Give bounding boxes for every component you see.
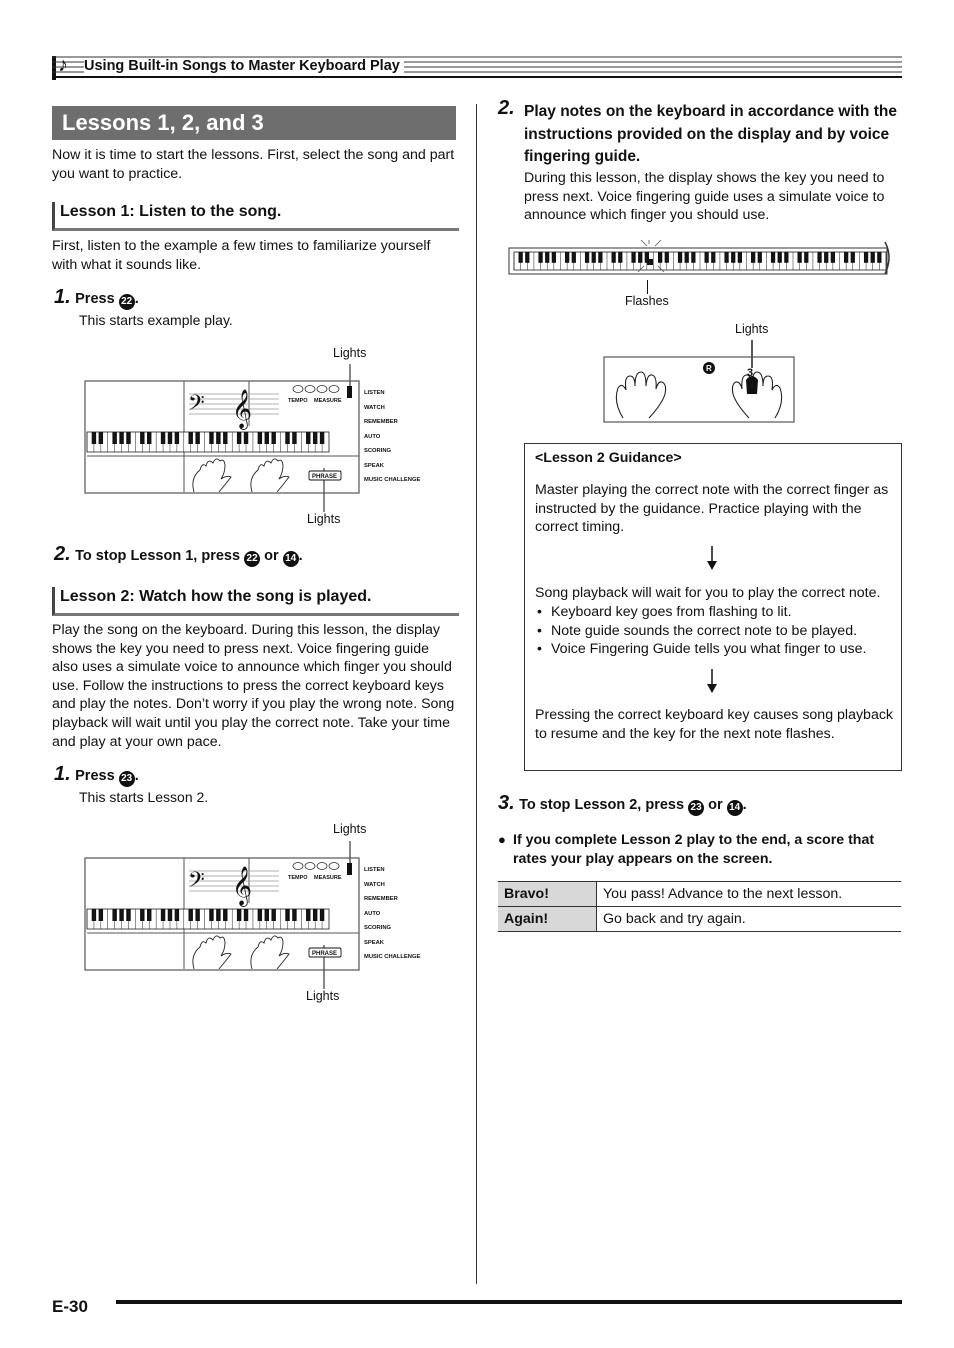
button-22-icon: 22 — [244, 551, 260, 567]
svg-text:TEMPO: TEMPO — [288, 875, 308, 881]
svg-text:R: R — [706, 364, 712, 373]
score-meaning: You pass! Advance to the next lesson. — [597, 882, 902, 907]
score-note: If you complete Lesson 2 play to the end, a score that rates your play appears on the screen. — [513, 832, 875, 867]
button-23-icon: 23 — [688, 800, 704, 816]
svg-text:SPEAK: SPEAK — [364, 463, 384, 469]
svg-text:𝄞: 𝄞 — [232, 866, 253, 906]
page-title: Lessons 1, 2, and 3 — [62, 110, 264, 135]
keyboard-strip-figure — [507, 240, 891, 280]
svg-text:𝄢: 𝄢 — [188, 391, 205, 421]
svg-text:REMEMBER: REMEMBER — [364, 419, 398, 425]
svg-text:WATCH: WATCH — [364, 405, 385, 411]
button-22-icon: 22 — [119, 294, 135, 310]
bullet-icon: ● — [498, 832, 506, 847]
guidance-bullets — [535, 603, 895, 659]
lesson1-step1: 1. Press 22 . — [54, 286, 139, 308]
svg-text:𝄞: 𝄞 — [232, 389, 253, 429]
svg-text:TEMPO: TEMPO — [288, 398, 308, 404]
list-item: • Note guide sounds the correct note to be played. — [535, 622, 895, 641]
lesson1-step2: 2. To stop Lesson 1, press 22 or 14 . — [54, 543, 303, 565]
lights-label: Lights — [735, 322, 769, 336]
svg-text:MEASURE: MEASURE — [314, 398, 342, 404]
page-number: E-30 — [52, 1297, 88, 1316]
fingering-guide-figure — [603, 340, 796, 424]
svg-text:MUSIC CHALLENGE: MUSIC CHALLENGE — [364, 954, 421, 960]
lesson2-heading: Lesson 2: Watch how the song is played. — [52, 587, 459, 616]
lesson2-guidance-box — [524, 443, 902, 771]
svg-text:AUTO: AUTO — [364, 911, 381, 917]
svg-text:3: 3 — [747, 367, 754, 379]
svg-text:PHRASE: PHRASE — [312, 951, 338, 957]
list-item: • Voice Fingering Guide tells you what finger to use. — [535, 640, 895, 659]
svg-text:LISTEN: LISTEN — [364, 867, 385, 873]
score-result: Bravo! — [498, 882, 597, 907]
lesson2-body: Play the song on the keyboard. During this lesson, the display shows the key you need to press next. Voice fingering guide also uses a simulate voice to announce which finger you should use. Follow the instructions to press the correct keyboard keys and play the notes. Don’t worry if you play the wrong note. Song playback will wait until you play the correct note. Take your time and play at your own pace. — [52, 622, 455, 750]
music-note-icon: ♪ — [58, 54, 68, 76]
table-row — [498, 907, 901, 932]
lesson1-body: First, listen to the example a few times to familiarize yourself with what it sounds like. — [52, 238, 431, 273]
lesson2-step2-num: 2. — [498, 97, 515, 119]
intro-paragraph: Now it is time to start the lessons. First, select the song and part you want to practice. — [52, 147, 455, 182]
svg-text:𝄢: 𝄢 — [188, 868, 205, 898]
list-item: • Keyboard key goes from flashing to lit. — [535, 603, 895, 622]
running-header: Using Built-in Songs to Master Keyboard Play — [84, 58, 404, 74]
lesson2-step1-desc: This starts Lesson 2. — [79, 789, 209, 805]
svg-text:MEASURE: MEASURE — [314, 875, 342, 881]
flashes-pointer — [647, 280, 648, 294]
lights-label: Lights — [306, 989, 340, 1003]
svg-text:SPEAK: SPEAK — [364, 940, 384, 946]
flashes-label: Flashes — [625, 294, 669, 308]
svg-text:PHRASE: PHRASE — [312, 474, 338, 480]
lesson2-step2-desc: During this lesson, the display shows the key you need to press next. Voice fingering guide uses a simulate voice to announce which finger you should use. — [524, 170, 885, 224]
lesson1-heading: Lesson 1: Listen to the song. — [52, 202, 459, 231]
svg-text:REMEMBER: REMEMBER — [364, 896, 398, 902]
svg-text:LISTEN: LISTEN — [364, 390, 385, 396]
footer-rule — [116, 1300, 902, 1304]
score-meaning: Go back and try again. — [597, 907, 902, 932]
button-14-icon: 14 — [727, 800, 743, 816]
lcd-display-figure — [84, 364, 434, 512]
lesson2-step2-text: Play notes on the keyboard in accordance with the instructions provided on the display and by voice fingering guide. — [524, 103, 897, 165]
guidance-title: <Lesson 2 Guidance> — [535, 450, 682, 466]
lights-label: Lights — [333, 346, 367, 360]
svg-text:AUTO: AUTO — [364, 434, 381, 440]
svg-text:MUSIC CHALLENGE: MUSIC CHALLENGE — [364, 477, 421, 483]
score-result: Again! — [498, 907, 597, 932]
button-23-icon: 23 — [119, 771, 135, 787]
down-arrow-icon — [706, 546, 718, 570]
svg-text:WATCH: WATCH — [364, 882, 385, 888]
lcd-display-figure — [84, 841, 434, 989]
score-table — [498, 881, 901, 932]
lesson2-step3: 3. To stop Lesson 2, press 23 or 14 . — [498, 792, 747, 814]
lesson1-step1-desc: This starts example play. — [79, 312, 233, 328]
lights-label: Lights — [333, 822, 367, 836]
button-14-icon: 14 — [283, 551, 299, 567]
svg-text:SCORING: SCORING — [364, 448, 392, 454]
down-arrow-icon — [706, 669, 718, 693]
table-row — [498, 882, 901, 907]
guidance-paragraph-3: Pressing the correct keyboard key causes song playback to resume and the key for the next note flashes. — [535, 707, 894, 742]
guidance-paragraph-1: Master playing the correct note with the correct finger as instructed by the guidance. Practice playing with the correct timing. — [535, 482, 889, 536]
guidance-paragraph-2: Song playback will wait for you to play the correct note. — [535, 585, 881, 601]
lights-label: Lights — [307, 512, 341, 526]
svg-text:SCORING: SCORING — [364, 925, 392, 931]
column-divider — [476, 104, 477, 1284]
lesson2-step1: 1. Press 23 . — [54, 763, 139, 785]
